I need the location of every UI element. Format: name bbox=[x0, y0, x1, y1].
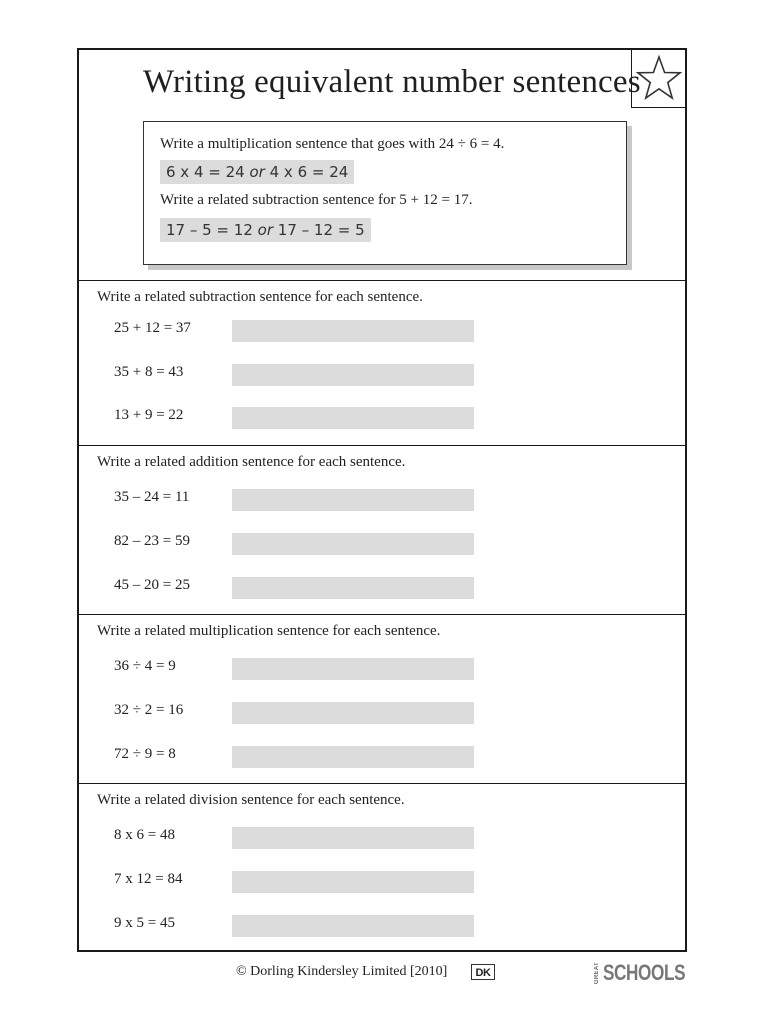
answer-field[interactable] bbox=[232, 658, 474, 680]
problem: 9 x 5 = 45 bbox=[114, 915, 175, 931]
problem: 72 ÷ 9 = 8 bbox=[114, 746, 176, 762]
section-title: Write a related multiplication sentence for each sentence. bbox=[97, 623, 441, 639]
section-title: Write a related division sentence for each sentence. bbox=[97, 792, 405, 808]
example-answer-1-or: or bbox=[249, 163, 265, 181]
answer-field[interactable] bbox=[232, 364, 474, 386]
greatschools-logo-large: SCHOOLS bbox=[603, 960, 686, 985]
dk-logo: DK bbox=[471, 964, 495, 980]
section-subtraction bbox=[79, 280, 685, 445]
answer-field[interactable] bbox=[232, 915, 474, 937]
answer-field[interactable] bbox=[232, 320, 474, 342]
section-title: Write a related addition sentence for each sentence. bbox=[97, 454, 406, 470]
problem: 36 ÷ 4 = 9 bbox=[114, 658, 176, 674]
greatschools-logo-small: GREAT bbox=[594, 962, 600, 985]
example-answer-1-part2: 4 x 6 = 24 bbox=[269, 163, 349, 181]
worksheet-header bbox=[79, 50, 685, 280]
worksheet bbox=[77, 48, 687, 952]
problem: 35 – 24 = 11 bbox=[114, 489, 190, 505]
answer-field[interactable] bbox=[232, 871, 474, 893]
problem: 32 ÷ 2 = 16 bbox=[114, 702, 184, 718]
problem: 8 x 6 = 48 bbox=[114, 827, 175, 843]
example-question-2: Write a related subtraction sentence for 5 + 12 = 17. bbox=[160, 192, 473, 208]
example-answer-1 bbox=[160, 160, 354, 184]
page-title: Writing equivalent number sentences bbox=[143, 64, 641, 100]
example-answer-2 bbox=[160, 218, 371, 242]
section-multiplication bbox=[79, 614, 685, 783]
problem: 45 – 20 = 25 bbox=[114, 577, 190, 593]
problem: 82 – 23 = 59 bbox=[114, 533, 190, 549]
answer-field[interactable] bbox=[232, 827, 474, 849]
example-answer-2-or: or bbox=[257, 221, 273, 239]
answer-field[interactable] bbox=[232, 702, 474, 724]
answer-field[interactable] bbox=[232, 533, 474, 555]
star-icon bbox=[636, 54, 682, 102]
problem: 13 + 9 = 22 bbox=[114, 407, 184, 423]
example-answer-2-part1: 17 – 5 = 12 bbox=[166, 221, 253, 239]
answer-field[interactable] bbox=[232, 746, 474, 768]
problem: 35 + 8 = 43 bbox=[114, 364, 184, 380]
section-title: Write a related subtraction sentence for each sentence. bbox=[97, 289, 423, 305]
star-badge bbox=[631, 50, 685, 108]
answer-field[interactable] bbox=[232, 577, 474, 599]
section-addition bbox=[79, 445, 685, 614]
answer-field[interactable] bbox=[232, 489, 474, 511]
problem: 7 x 12 = 84 bbox=[114, 871, 183, 887]
example-box bbox=[143, 121, 627, 265]
example-question-1: Write a multiplication sentence that goes with 24 ÷ 6 = 4. bbox=[160, 136, 505, 152]
example-answer-1-part1: 6 x 4 = 24 bbox=[166, 163, 245, 181]
section-division bbox=[79, 783, 685, 950]
example-answer-2-part2: 17 – 12 = 5 bbox=[277, 221, 365, 239]
copyright-notice: © Dorling Kindersley Limited [2010] bbox=[236, 964, 448, 979]
problem: 25 + 12 = 37 bbox=[114, 320, 191, 336]
answer-field[interactable] bbox=[232, 407, 474, 429]
